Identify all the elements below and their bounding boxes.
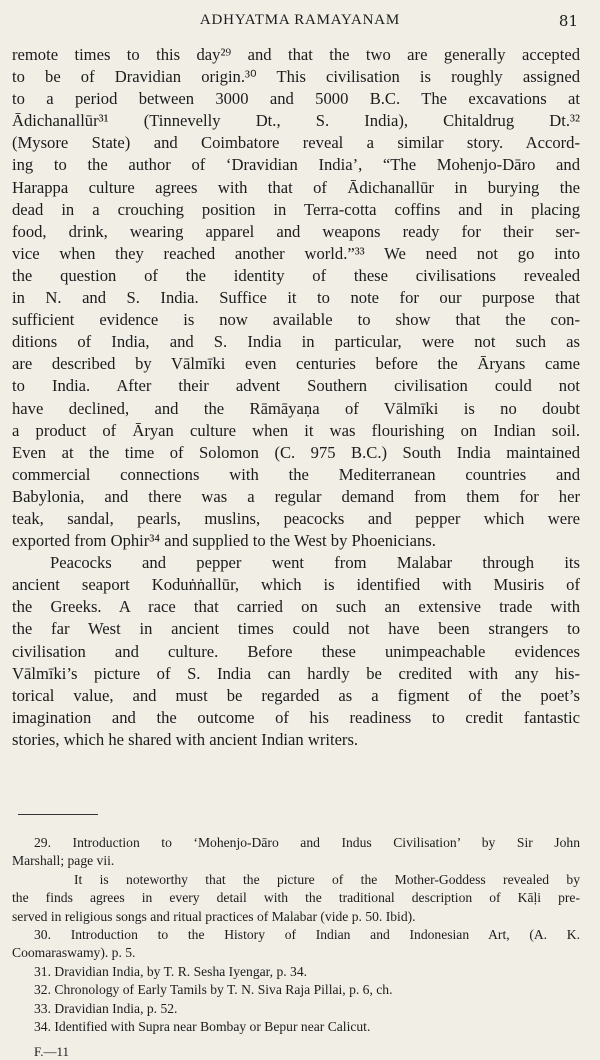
text-line: vice when they reached another world.”³³ We need not go into <box>12 243 580 263</box>
text-line: the question of the identity of these civilisations revealed <box>12 265 580 285</box>
footnotes <box>12 834 580 1036</box>
text-line: stories, which he shared with ancient Indian writers. <box>12 729 359 749</box>
footnote-line: 33. Dravidian India, p. 52. <box>34 1000 178 1016</box>
text-line: Ādichanallūr³¹ (Tinnevelly Dt., S. India), Chitaldrug Dt.³² <box>12 111 580 131</box>
text-line: ing to the author of ‘Dravidian India’, “The Mohenjo-Dāro and <box>12 155 580 175</box>
footnote-line: 32. Chronology of Early Tamils by T. N. Siva Raja Pillai, p. 6, ch. <box>34 982 393 998</box>
text-line: dead in a crouching position in Terra-cotta coffins and in placing <box>12 199 580 219</box>
footnote-line: served in religious songs and ritual practices of Malabar (vide p. 50. Ibid). <box>12 908 416 924</box>
text-line: imagination and the outcome of his readiness to credit fantastic <box>12 707 580 727</box>
printer-signature: F.—11 <box>34 1044 69 1059</box>
text-line: torical value, and must be regarded as a figment of the poet’s <box>12 685 580 705</box>
text-line: ditions of India, and S. India in particular, were not such as <box>12 332 580 352</box>
running-title: ADHYATMA RAMAYANAM <box>199 12 401 28</box>
footnote-line: 34. Identified with Supra near Bombay or Bepur near Calicut. <box>34 1019 371 1035</box>
text-line: to India. After their advent Southern civilisation could not <box>12 376 580 396</box>
text-line: civilisation and culture. Before these unimpeachable evidences <box>12 641 580 661</box>
text-line: commercial connections with the Mediterranean countries and <box>12 464 580 484</box>
footnote-line: 31. Dravidian India, by T. R. Sesha Iyengar, p. 34. <box>34 963 308 979</box>
text-line: teak, sandal, pearls, muslins, peacocks and pepper which were <box>12 508 580 528</box>
text-line: exported from Ophir³⁴ and supplied to the West by Phoenicians. <box>12 531 436 551</box>
footnote-line: It is noteworthy that the picture of the Mother-Goddess revealed by <box>74 871 580 887</box>
footnote-divider <box>18 814 98 815</box>
text-line: remote times to this day²⁹ and that the two are generally accepted <box>12 45 580 64</box>
running-header <box>14 12 586 38</box>
footnote-line: Coomaraswamy). p. 5. <box>12 945 136 961</box>
text-line: the far West in ancient times could not have been strangers to <box>12 619 580 639</box>
text-line: are described by Vālmīki even centuries before the Āryans came <box>12 354 580 374</box>
text-line: ancient seaport Koduṅṅallūr, which is identified with Musiris of <box>12 575 580 595</box>
footnote-line: the finds agrees in every detail with the traditional description of Kāḷi pre- <box>12 890 580 906</box>
footnote-line: 29. Introduction to ‘Mohenjo-Dāro and Indus Civilisation’ by Sir John <box>34 835 580 850</box>
main-text <box>12 44 580 751</box>
footnote-line: 30. Introduction to the History of Indian and Indonesian Art, (A. K. <box>34 927 580 943</box>
text-line: Peacocks and pepper went from Malabar through its <box>50 553 580 573</box>
text-line: have declined, and the Rāmāyaṇa of Vālmīki is no doubt <box>12 398 580 418</box>
text-line: Even at the time of Solomon (C. 975 B.C.) South India maintained <box>12 442 580 462</box>
text-line: Babylonia, and there was a regular demand from them for her <box>12 486 580 506</box>
text-line: (Mysore State) and Coimbatore reveal a similar story. Accord- <box>12 133 580 153</box>
text-line: in N. and S. India. Suffice it to note for our purpose that <box>12 288 580 308</box>
text-line: Harappa culture agrees with that of Ādichanallūr in burying the <box>12 177 580 197</box>
footnote-line: Marshall; page vii. <box>12 853 115 869</box>
text-line: Vālmīki’s picture of S. India can hardly be credited with any his- <box>12 663 580 683</box>
text-line: food, drink, wearing apparel and weapons ready for their ser- <box>12 221 580 241</box>
page-number: 81 <box>558 12 578 30</box>
text-line: to a period between 3000 and 5000 B.C. The excavations at <box>12 89 580 109</box>
text-line: to be of Dravidian origin.³⁰ This civilisation is roughly assigned <box>12 67 580 87</box>
text-line: a product of Āryan culture when it was flourishing on Indian soil. <box>12 420 580 440</box>
text-line: sufficient evidence is now available to show that the con- <box>12 310 580 330</box>
text-line: the Greeks. A race that carried on such an extensive trade with <box>12 597 580 617</box>
